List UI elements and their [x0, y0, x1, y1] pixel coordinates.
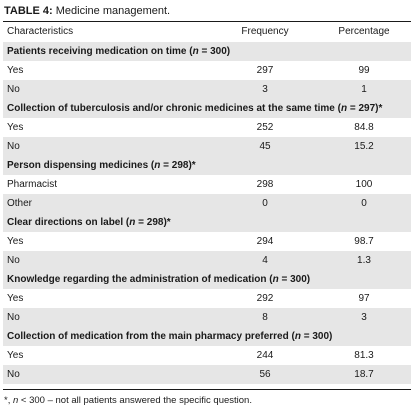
table-row — [3, 289, 411, 308]
cell-percentage: 99 — [358, 65, 370, 76]
medicine-management-table — [3, 22, 411, 384]
cell-percentage: 3 — [317, 308, 411, 327]
column-header-percentage: Percentage — [338, 26, 390, 37]
group-label: Person dispensing medicines (n = 298)* — [3, 156, 411, 175]
cell-percentage: 1.3 — [317, 251, 411, 270]
header-row — [3, 22, 411, 42]
cell-percentage: 0 — [317, 194, 411, 213]
table-row — [3, 137, 411, 156]
cell-percentage: 100 — [355, 179, 373, 190]
column-header-characteristics: Characteristics — [7, 26, 74, 37]
table-row — [3, 80, 411, 99]
group-label: Patients receiving medication on time (n = 300) — [3, 42, 411, 61]
table-number: TABLE 4: — [4, 5, 53, 17]
group-label: Knowledge regarding the administration of medication (n = 300) — [3, 270, 411, 289]
cell-frequency: 294 — [256, 236, 274, 247]
table-row — [3, 61, 411, 80]
group-label: Collection of tuberculosis and/or chronic medicines at the same time (n = 297)* — [3, 99, 411, 118]
cell-characteristic: Yes — [7, 122, 24, 133]
group-label: Clear directions on label (n = 298)* — [3, 213, 411, 232]
group-header-row — [3, 327, 411, 346]
cell-frequency: 45 — [213, 137, 317, 156]
table-body — [3, 42, 411, 384]
cell-frequency: 0 — [213, 194, 317, 213]
cell-characteristic: Yes — [7, 65, 24, 76]
group-header-row — [3, 270, 411, 289]
table-caption: Medicine management. — [55, 5, 171, 17]
cell-characteristic: No — [3, 251, 213, 270]
table-row — [3, 118, 411, 137]
table-row — [3, 346, 411, 365]
cell-percentage: 97 — [358, 293, 370, 304]
cell-characteristic: Yes — [7, 293, 24, 304]
cell-characteristic: Yes — [7, 350, 24, 361]
table-row — [3, 308, 411, 327]
group-header-row — [3, 42, 411, 61]
table-row — [3, 251, 411, 270]
group-header-row — [3, 99, 411, 118]
cell-characteristic: No — [3, 308, 213, 327]
column-header-frequency: Frequency — [241, 26, 289, 37]
bottom-rule — [3, 389, 411, 390]
cell-frequency: 3 — [213, 80, 317, 99]
cell-frequency: 244 — [256, 350, 274, 361]
table-title — [4, 5, 170, 18]
table-footnote: *, n < 300 – not all patients answered the specific question. — [4, 395, 252, 406]
cell-characteristic: Pharmacist — [7, 179, 58, 190]
cell-frequency: 297 — [256, 65, 274, 76]
cell-percentage: 81.3 — [354, 350, 374, 361]
group-header-row — [3, 156, 411, 175]
cell-percentage: 15.2 — [317, 137, 411, 156]
cell-frequency: 298 — [256, 179, 274, 190]
group-header-row — [3, 213, 411, 232]
table-row — [3, 194, 411, 213]
cell-characteristic: No — [3, 365, 213, 384]
cell-characteristic: No — [3, 80, 213, 99]
cell-characteristic: Yes — [7, 236, 24, 247]
table-row — [3, 175, 411, 194]
cell-frequency: 252 — [256, 122, 274, 133]
table-row — [3, 365, 411, 384]
cell-percentage: 98.7 — [354, 236, 374, 247]
cell-percentage: 1 — [317, 80, 411, 99]
table-row — [3, 232, 411, 251]
cell-frequency: 292 — [256, 293, 274, 304]
cell-frequency: 8 — [213, 308, 317, 327]
cell-characteristic: No — [3, 137, 213, 156]
cell-characteristic: Other — [3, 194, 213, 213]
cell-frequency: 56 — [213, 365, 317, 384]
cell-percentage: 18.7 — [317, 365, 411, 384]
group-label: Collection of medication from the main pharmacy preferred (n = 300) — [3, 327, 411, 346]
cell-frequency: 4 — [213, 251, 317, 270]
cell-percentage: 84.8 — [354, 122, 374, 133]
